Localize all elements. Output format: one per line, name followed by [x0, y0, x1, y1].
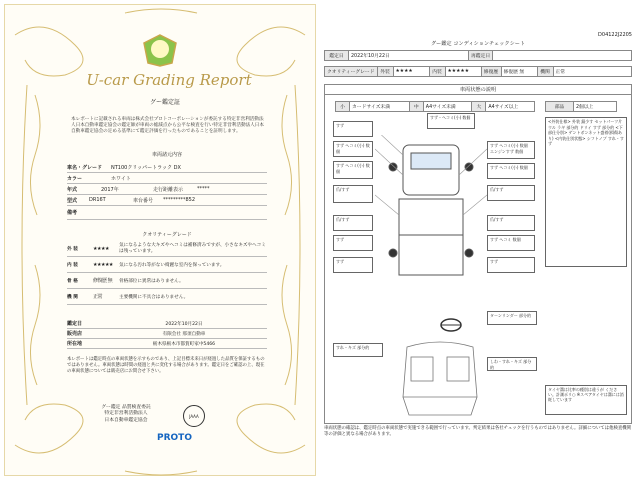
callout-box: 爪/すず	[487, 185, 535, 201]
date-label: 鑑定日	[325, 51, 349, 61]
equipment-notes: <外装仕様> 外装 錆少す セットパーツ片ウル ラギ 部分的 ドリイ すず 部分的 <下部仕分別> ゲントボンネット盛着(損傷あり) <内装仕別状態> シフトノブ すれ・すず	[545, 117, 627, 267]
info-value: 2022年10月22日	[165, 321, 203, 327]
jaaa-seal	[183, 405, 205, 427]
info-label: 販売店	[67, 331, 83, 337]
engine-value: 正常	[553, 67, 632, 77]
grade-label: 骨 格	[67, 278, 78, 284]
parts-value: 2個以上	[573, 102, 616, 112]
condition-check-sheet	[324, 4, 636, 476]
report-title: U-car Grading Report	[86, 71, 252, 89]
grade-description: 気になる汚れ等がない綺麗な室内を保っています。	[119, 262, 225, 268]
grade-description: 気になるような大キズやヘコミは補修済みですが、小さなキズやヘコミは残っています。	[119, 243, 266, 254]
grade-row-interior	[67, 257, 267, 273]
model-label: 型式	[67, 197, 78, 204]
callout-box: すず	[333, 121, 373, 137]
scale-cell: カードサイズ未満	[350, 102, 410, 112]
parts-label: 部品	[546, 102, 574, 112]
interior-label: 内装	[429, 67, 445, 77]
org-line: グー鑑定 品質検査委託	[101, 405, 151, 410]
callout-box-top: すず・へコミ(小) 数個	[427, 113, 475, 129]
goo-kantei-logo	[142, 33, 178, 67]
info-value: 栃木県栃木市都賀町家中5466	[152, 341, 216, 347]
callout-box: 爪/すず	[333, 215, 373, 231]
callout-box-bottom-left: すれ・キズ 部分的	[333, 343, 383, 357]
callout-box: すず	[333, 235, 373, 251]
grade-description: 主要機関に不具合はありません。	[119, 294, 189, 300]
callout-box: すず へコミ(小) 数個	[487, 163, 535, 179]
sheet-header-title: グー鑑定 コンディションチェックシート	[430, 41, 526, 47]
reappraisal-label: 再鑑定日	[469, 51, 493, 61]
quality-grade-row	[324, 66, 632, 77]
info-row-address	[67, 339, 267, 349]
mileage-label: 走行距離表示	[153, 186, 184, 193]
color-value: ホワイト	[111, 175, 131, 182]
jaaa-label: JAAA	[189, 414, 199, 419]
truck-interior-diagram	[397, 337, 483, 419]
info-row-date	[67, 319, 267, 329]
organization-block	[91, 405, 161, 424]
notes-label: 備考	[67, 210, 78, 216]
proto-label: PROTO	[157, 433, 192, 443]
certificate-intro: 本レポートに記載される車両は株式会社プロトコーポレーションが委託する特定非営利活動法人日本自動車鑑定協会の鑑定師が車両の総減点から公平な検査を行い特定非営利活動法人日本自動車鑑定協会の定める基準にて鑑定評価を行ったものであることを証明します。	[71, 117, 264, 135]
info-row-dealer	[67, 329, 267, 339]
org-line: 日本自動車鑑定協会	[104, 417, 148, 423]
repair-value: 修復歴 無	[501, 67, 537, 77]
tire-note: タイヤ溝は比率の種別は違うが ください。計測ポリ○ ※スペアタイヤは溝には消耗しています	[545, 385, 627, 415]
reappraisal-value	[493, 51, 632, 61]
callout-box-bottom-right: しわ・すれ・キズ 部分的	[487, 357, 537, 371]
callout-box: すず	[487, 257, 535, 273]
date-value: 2022年10月22日	[349, 51, 469, 61]
exterior-value: ★★★★	[393, 67, 429, 77]
grade-description: 骨格部位に異常はありません。	[119, 278, 184, 284]
vehicle-row	[67, 162, 267, 173]
mileage-value: *****	[197, 186, 210, 192]
scale-cell: A4サイズ未満	[423, 102, 472, 112]
vehicle-state-panel	[324, 84, 632, 424]
grade-value: ★★★★	[93, 245, 109, 252]
grade-value: ★★★★★	[93, 261, 113, 268]
scale-cell: 小	[336, 102, 350, 112]
info-label: 所在地	[67, 341, 83, 347]
exterior-label: 外装	[377, 67, 393, 77]
logo-icon	[142, 33, 178, 67]
grade-label: 内 装	[67, 262, 78, 268]
grade-label: 機 関	[67, 294, 78, 300]
repair-label: 修復歴	[481, 67, 501, 77]
sheet-footer-note: 車両状態の確認は、鑑定時点の車両状態で実施できる範囲で行っています。判定結果は各社チェックを行うものではありません。詳細については他検査機関等の評価と異なる場合があります。	[324, 426, 632, 437]
callout-box-engine: ターンリンダー 部分的	[487, 311, 537, 325]
vehicle-section-heading: 車両諸元内容	[151, 152, 182, 158]
notes-row	[67, 206, 267, 220]
certificate-subtitle: グー鑑定証	[149, 99, 180, 106]
grade-value: 修復歴 無	[93, 278, 113, 284]
state-title: 車両状態の説明	[325, 85, 631, 95]
date-table	[324, 50, 632, 61]
callout-box: 爪/すず	[487, 215, 535, 231]
year-value: 2017年	[101, 186, 119, 193]
callout-box: すず へコミ(小) 数個 エンジンすず 数個	[487, 141, 535, 159]
grading-report-certificate	[4, 4, 316, 476]
grade-row-engine	[67, 289, 267, 305]
year-mileage-row	[67, 184, 267, 195]
info-label: 鑑定日	[67, 321, 83, 327]
grade-row-exterior	[67, 241, 267, 257]
callout-box: すず へコミ(小) 数個	[333, 141, 373, 157]
damage-scale	[335, 101, 535, 112]
grade-label: 外 装	[67, 246, 78, 252]
truck-top-diagram	[375, 135, 487, 285]
scale-cell: 大	[472, 102, 486, 112]
org-line: 特定非営利活動法人	[104, 411, 148, 417]
quality-grade-table	[67, 231, 267, 305]
color-label: カラー	[67, 175, 83, 182]
scale-cell: 中	[409, 102, 423, 112]
grade-value: 正常	[93, 294, 103, 300]
steering-wheel-icon	[439, 317, 463, 333]
callout-box: すず へコミ(小) 数個	[333, 161, 373, 179]
callout-box: 爪/すず	[333, 185, 373, 203]
scale-cell: A4サイズ以上	[486, 102, 535, 112]
vehicle-spec-table	[67, 151, 267, 220]
model-vin-row	[67, 195, 267, 206]
year-label: 年式	[67, 186, 78, 193]
vehicle-row	[67, 173, 267, 184]
vin-value: *********852	[163, 197, 196, 203]
vin-label: 車台番号	[133, 197, 154, 204]
vehicle-name-label: 車名・グレード	[67, 164, 103, 171]
callout-box: すず	[333, 257, 373, 273]
document-id: D04122J2205	[598, 32, 632, 38]
grade-row-frame	[67, 273, 267, 289]
proto-logo	[157, 433, 192, 443]
engine-label: 機関	[537, 67, 553, 77]
dealer-info-table	[67, 319, 267, 349]
parts-count-table	[545, 101, 617, 112]
vehicle-name-value: NT100クリッパートラック DX	[111, 164, 181, 171]
info-value: 有限会社 那須自動車	[162, 331, 206, 337]
certificate-footer-note: 本レポートは鑑定時点の車両状態を示すものであり、上記目標未来日が経過した品質を保証するものではありません。車両状態は時間の経過と共に変化する場合があります。鑑定日をご確認の上、現在の車両状態については販売店にお問合せ下さい。	[67, 357, 265, 374]
quality-label: クオリティーグレード	[325, 67, 378, 77]
model-value: DR16T	[89, 197, 106, 203]
interior-value: ★★★★★	[445, 67, 481, 77]
callout-box: すず へコミ 数個	[487, 235, 535, 251]
quality-section-heading: クオリティーグレード	[142, 232, 192, 238]
